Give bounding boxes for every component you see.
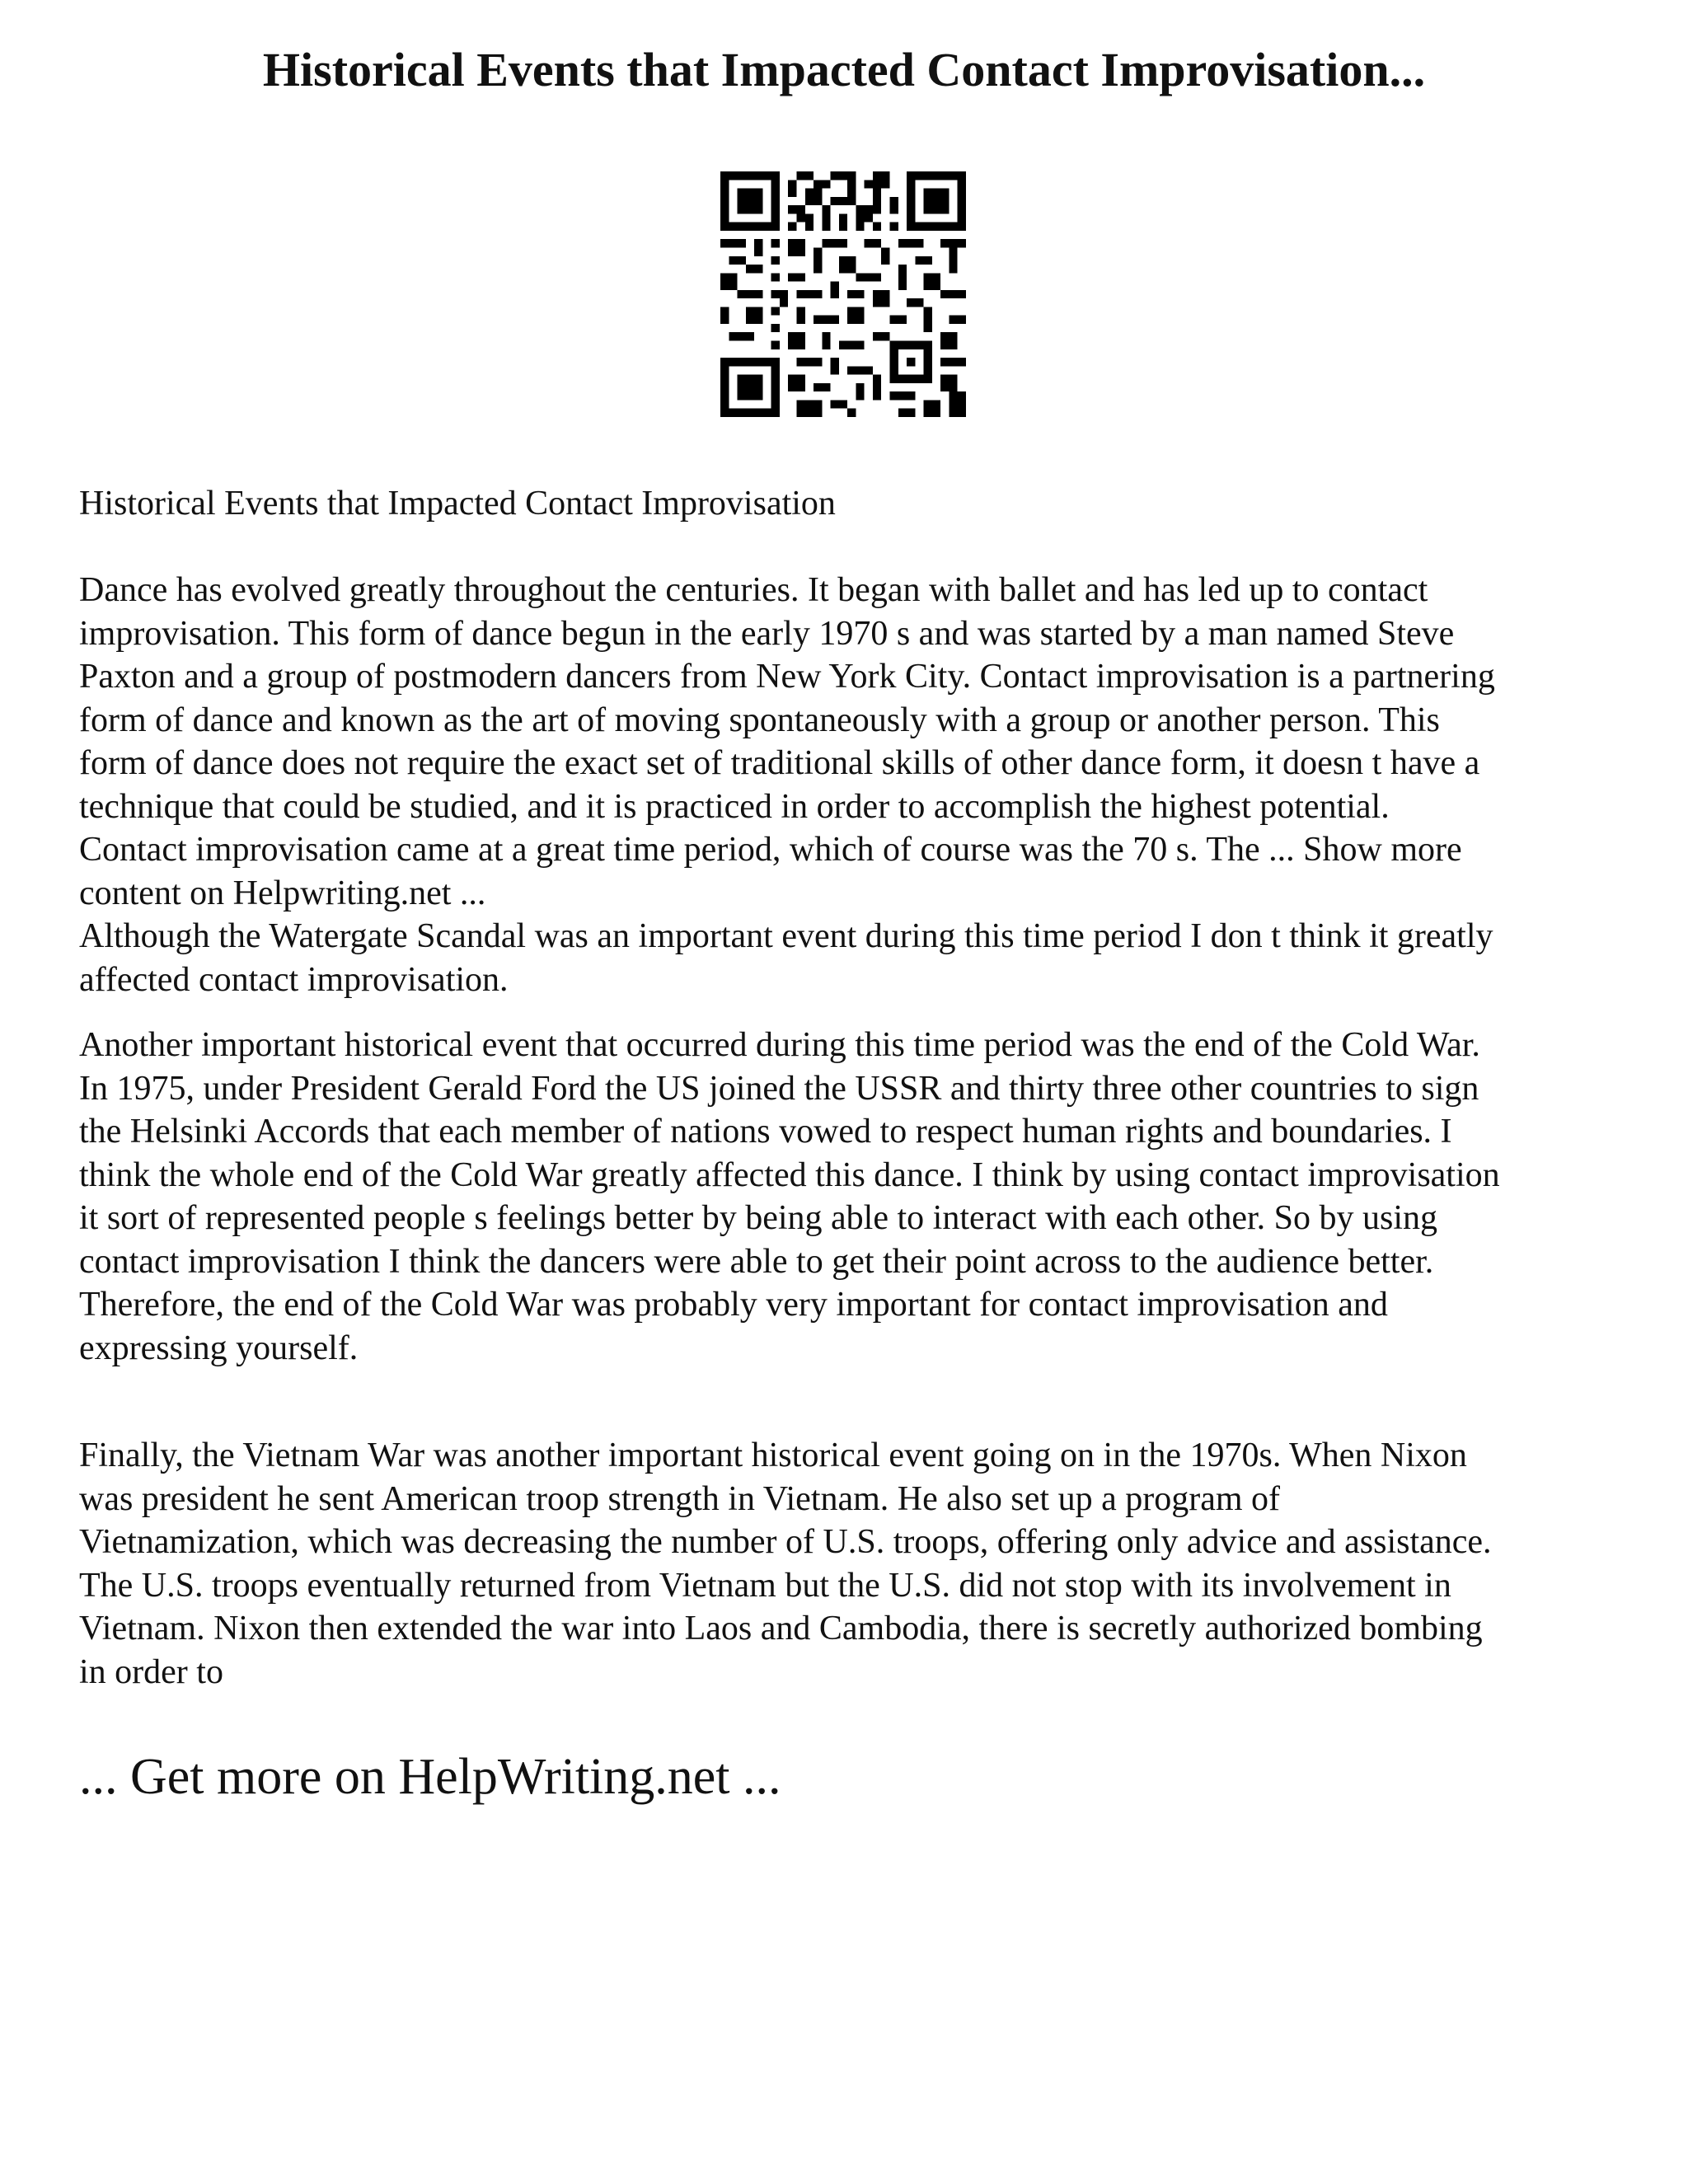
document-title: Historical Events that Impacted Contact Improvisation...	[262, 43, 1426, 96]
qr-code-icon[interactable]	[720, 171, 966, 417]
get-more-link[interactable]: ... Get more on HelpWriting.net ...	[79, 1749, 781, 1805]
paragraph-vietnam-war: Finally, the Vietnam War was another important historical event going on in the 1970s. When Nixon was president he sent American troop strength in Vietnam. He also set up a program of Vietnamization, which was decreasing the number of U.S. troops, offering only advice and assistance. The U.S. troops eventually returned from Vietnam but the U.S. did not stop with its involvement in Vietnam. Nixon then extended the war into Laos and Cambodia, there is secretly authorized bombing in order to	[79, 1436, 1492, 1691]
document-subtitle: Historical Events that Impacted Contact Improvisation	[79, 485, 836, 523]
paragraph-cold-war: Another important historical event that occurred during this time period was the end of the Cold War. In 1975, under President Gerald Ford the US joined the USSR and thirty three other countries to sign the Helsinki Accords that each member of nations vowed to respect human rights and boundaries. I think the whole end of the Cold War greatly affected this dance. I think by using contact improvisation it sort of represented people s feelings better by being able to interact with each other. So by using contact improvisation I think the dancers were able to get their point across to the audience better. Therefore, the end of the Cold War was probably very important for contact improvisation and expressing yourself.	[79, 1026, 1500, 1367]
paragraph-intro: Dance has evolved greatly throughout the centuries. It began with ballet and has led up to contact improvisation. This form of dance begun in the early 1970 s and was started by a man named Steve Paxton and a group of postmodern dancers from New York City. Contact improvisation is a partnering form of dance and known as the art of moving spontaneously with a group or another person. This form of dance does not require the exact set of traditional skills of other dance form, it doesn t have a technique that could be studied, and it is practiced in order to accomplish the highest potential. Contact improvisation came at a great time period, which of course was the 70 s. The ... Show more content on Helpwriting.net ... Although the Watergate Scandal was an important event during this time period I don t think it greatly affected contact improvisation.	[79, 571, 1495, 999]
